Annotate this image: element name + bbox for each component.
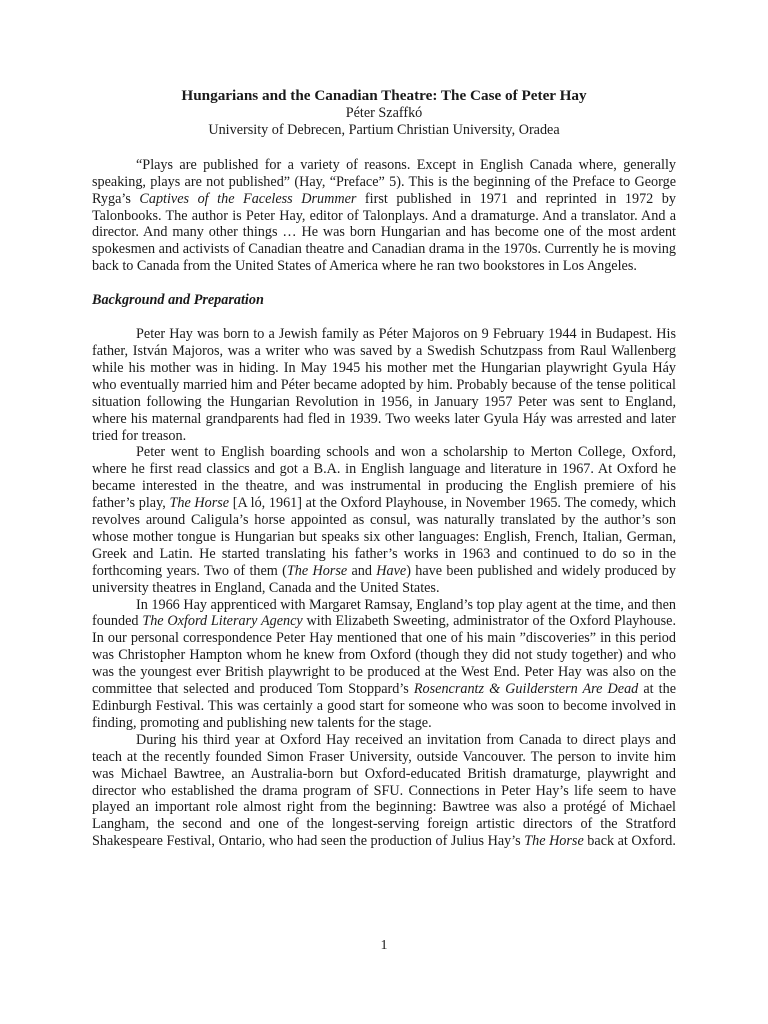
body-paragraph-4 bbox=[92, 732, 676, 850]
author-affiliation: University of Debrecen, Partium Christian University, Oradea bbox=[208, 121, 560, 138]
book-title-captives: Captives of the Faceless Drummer bbox=[139, 190, 357, 207]
p2-text-1: Peter went to English boarding schools and won a scholarship to Merton College, Oxford, where he first read classics and got a B.A. in English language and literature in 1967. At Oxford he became interested in the theatre, and was instrumental in producing the English premiere of his father’s play, bbox=[92, 444, 676, 512]
page-number: 1 bbox=[380, 938, 388, 953]
author-name: Péter Szaffkó bbox=[345, 105, 423, 121]
play-title-the-horse-2: The Horse bbox=[286, 562, 348, 579]
intro-paragraph bbox=[92, 157, 676, 275]
play-title-the-horse-3: The Horse bbox=[524, 833, 584, 850]
p3-text-1: In 1966 Hay apprenticed with Margaret Ramsay, England’s top play agent at the time, and then founded bbox=[92, 596, 676, 630]
intro-text-2: first published in 1971 and reprinted in 1972 by Talonbooks. The author is Peter Hay, editor of Talonplays. And a dramaturge. And a translator. And a director. And many other things … He was born Hungarian and has become one of the most ardent spokesmen and activists of Canadian theatre and Canadian drama in the 1970s. Currently he is moving back to Canada from the United States of America where he ran two bookstores in Los Angeles. bbox=[92, 190, 676, 275]
body-paragraph-1: Peter Hay was born to a Jewish family as Péter Majoros on 9 February 1944 in Budapest. His father, István Majoros, was a writer who was saved by a Swedish Schutzpass from Raul Wallenberg while his mother was in hiding. In May 1945 his mother met the Hungarian playwright Gyula Háy who eventually married him and Péter became adopted by him. Probably because of the tense political situation following the Hungarian Revolution in 1956, in January 1957 Peter was sent to England, where his maternal grandparents had fled in 1939. Two weeks later Gyula Háy was arrested and later tried for treason. bbox=[92, 326, 676, 444]
p2-text-2: [A ló, 1961] at the Oxford Playhouse, in November 1965. The comedy, which revolves around Caligula’s horse appointed as consul, was naturally translated by the author’s son whose mother tongue is Hungarian but speaks six other languages: English, French, Italian, German, Greek and Latin. He started translating his father’s works in 1963 and continued to do so in the forthcoming years. Two of them ( bbox=[92, 495, 676, 579]
p3-text-2: with Elizabeth Sweeting, administrator of the Oxford Playhouse. In our personal correspondence Peter Hay mentioned that one of his main ”discoveries” in this period was Christopher Hampton whom he knew from Oxford (though they did not study together) and who was the youngest ever British playwright to be produced at the West End. Peter Hay was also on the committee that selected and produced Tom Stoppard’s bbox=[92, 613, 676, 698]
p2-text-3: and bbox=[347, 562, 377, 579]
document-title: Hungarians and the Canadian Theatre: The Case of Peter Hay bbox=[181, 87, 587, 104]
document-page bbox=[92, 87, 676, 850]
body-paragraph-3 bbox=[92, 597, 676, 732]
section-heading: Background and Preparation bbox=[92, 292, 264, 309]
p4-text-2: back at Oxford. bbox=[583, 833, 676, 850]
play-title-the-horse: The Horse bbox=[169, 495, 230, 512]
agency-name: The Oxford Literary Agency bbox=[142, 613, 303, 630]
play-title-rosencrantz: Rosencrantz & Guilderstern Are Dead bbox=[413, 681, 639, 698]
body-paragraph-2 bbox=[92, 444, 676, 596]
intro-text-1: “Plays are published for a variety of reasons. Except in English Canada where, generally speaking, plays are not published” (Hay, “Preface” 5). This is the beginning of the Preface to George Ryga’s bbox=[92, 156, 676, 207]
play-title-have: Have bbox=[376, 562, 407, 579]
p4-text-1: During his third year at Oxford Hay received an invitation from Canada to direct plays and teach at the recently founded Simon Fraser University, outside Vancouver. The person to invite him was Michael Bawtree, an Australia-born but Oxford-educated British dramaturge, playwright and director who established the drama program of SFU. Connections in Peter Hay’s life seem to have played an important role almost right from the beginning: Bawtree was also a protégé of Michael Langham, the second and one of the longest-serving foreign artistic directors of the Stratford Shakespeare Festival, Ontario, who had seen the production of Julius Hay’s bbox=[92, 731, 676, 850]
p2-text-4: ) have been published and widely produced by university theatres in England, Canada and the United States. bbox=[92, 562, 676, 596]
p3-text-3: at the Edinburgh Festival. This was certainly a good start for someone who was soon to become involved in finding, promoting and publishing new talents for the stage. bbox=[92, 681, 676, 731]
